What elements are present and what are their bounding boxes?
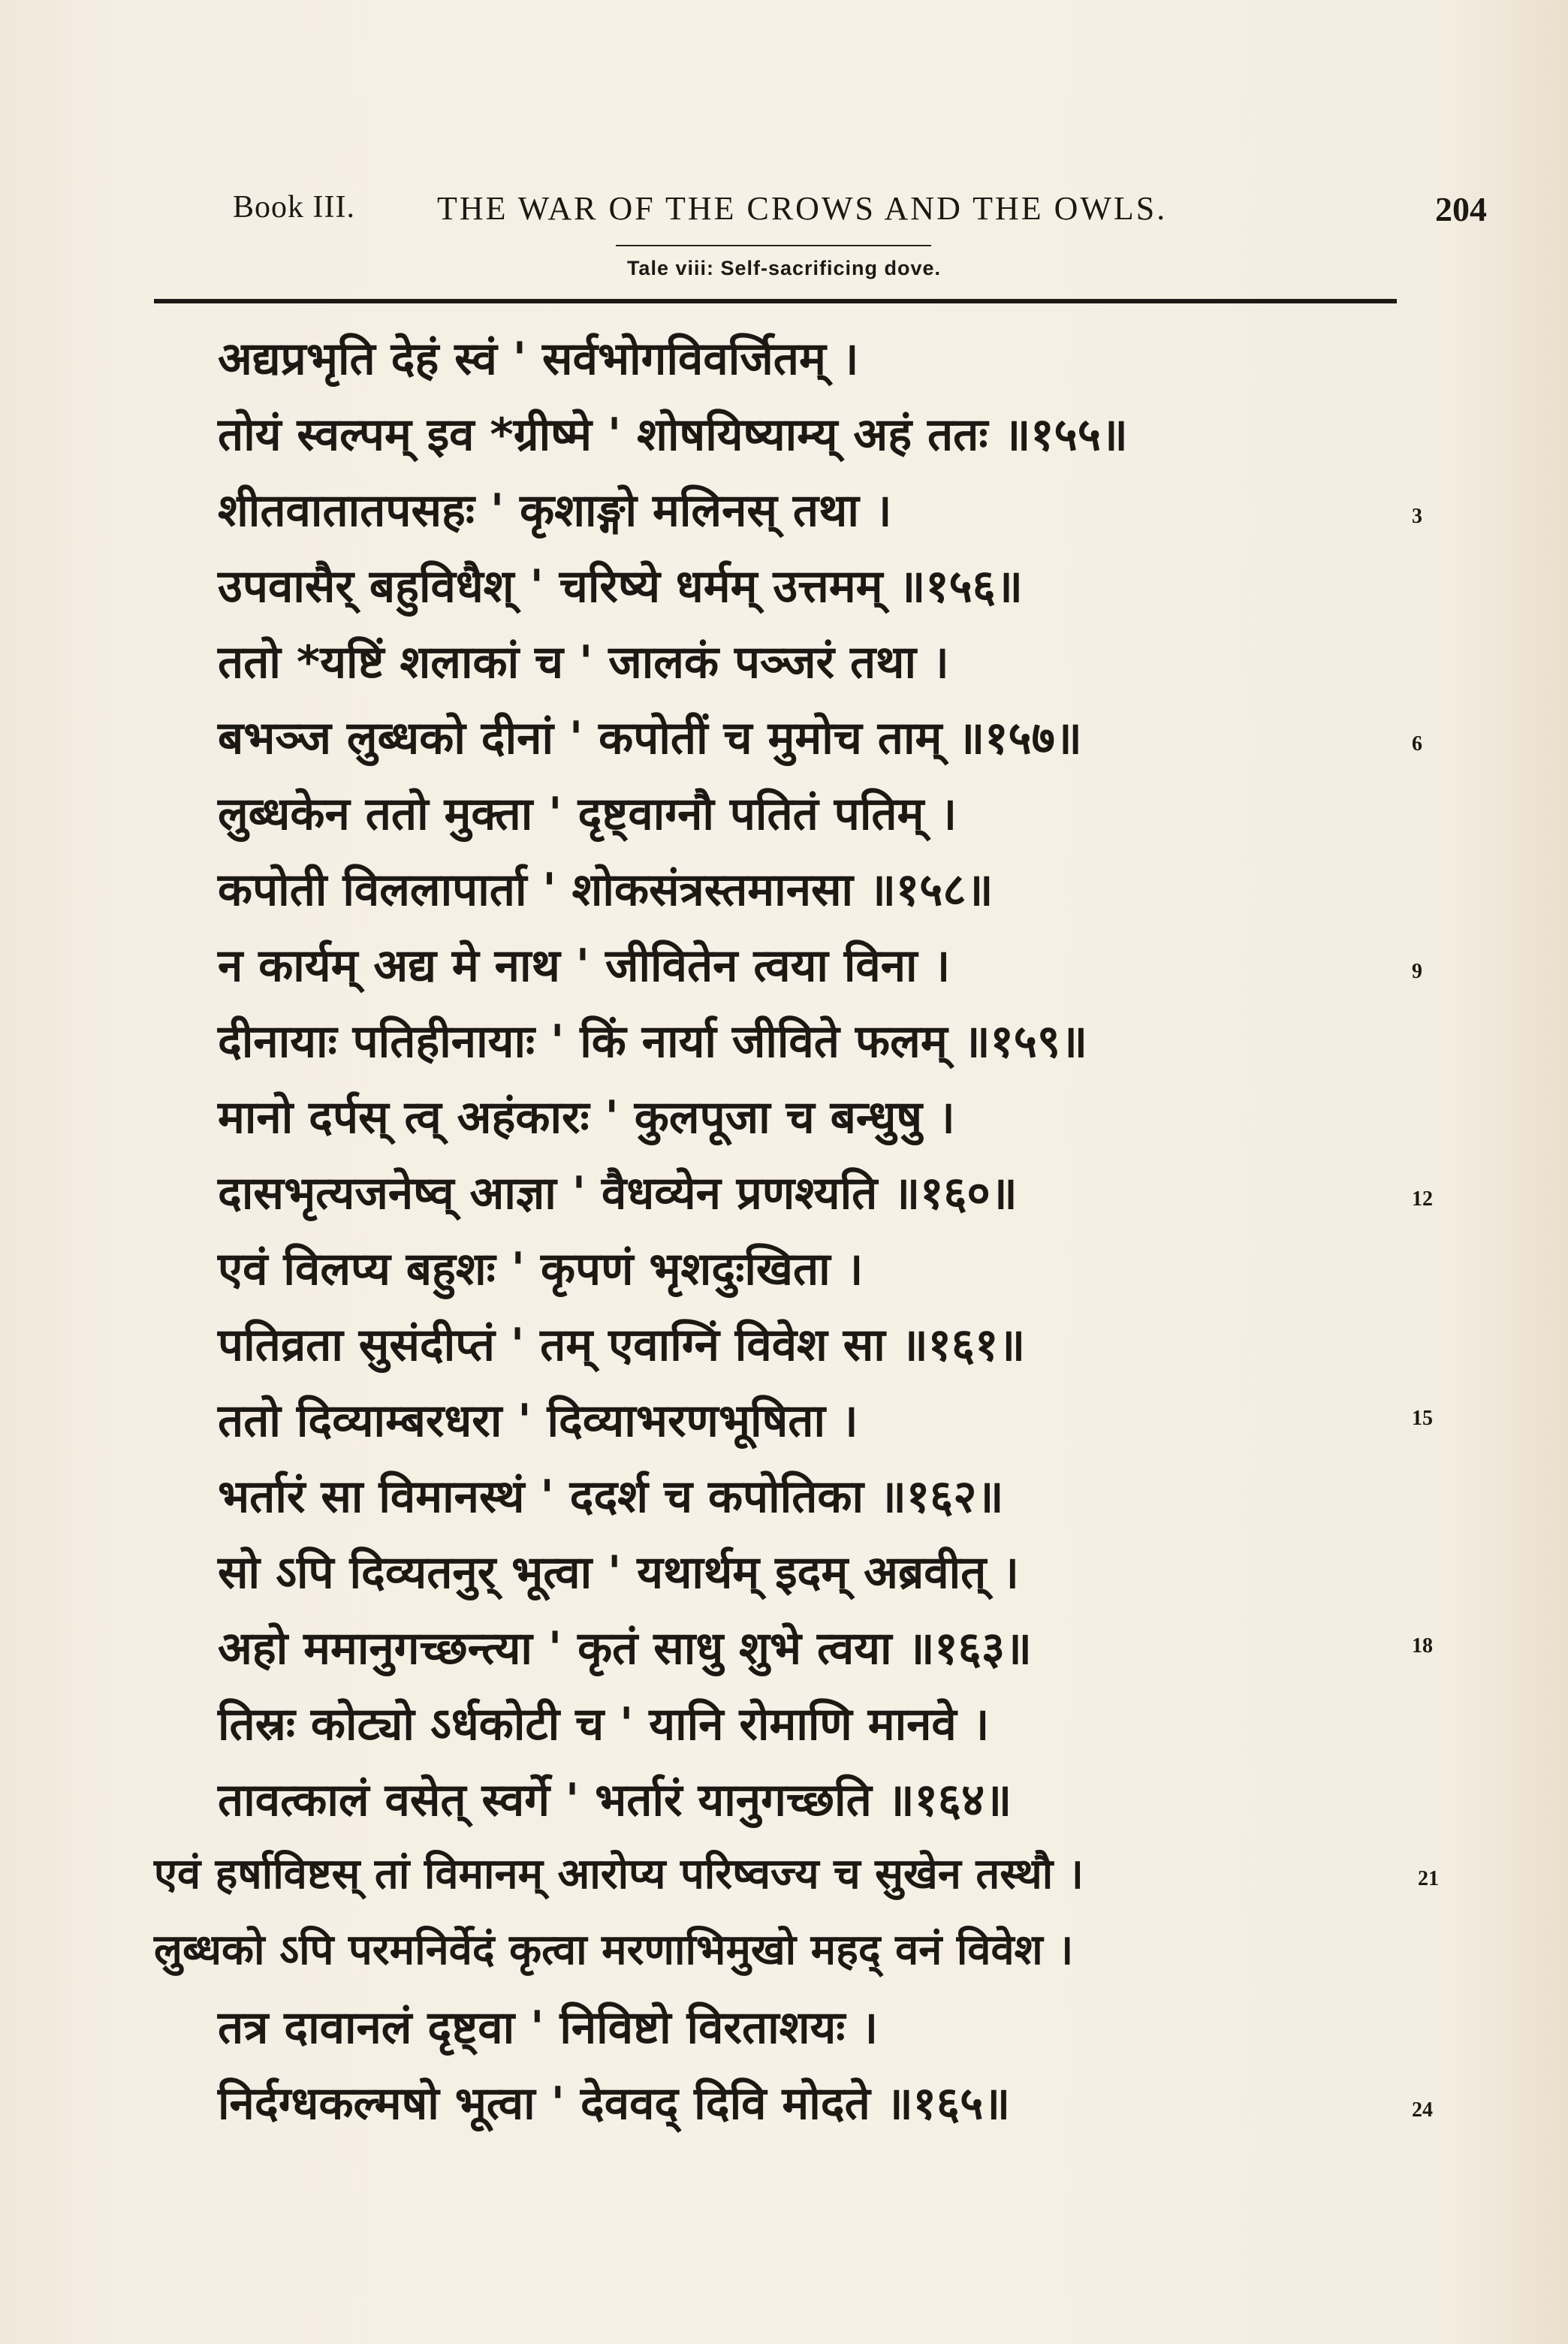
- verse-line: सो ऽपि दिव्यतनुर् भूत्वा ' यथार्थम् इदम् अब्रवीत् ।: [218, 1546, 1019, 1599]
- page-number: 204: [1435, 190, 1487, 228]
- line-number: 21: [1418, 1867, 1439, 1890]
- verse-line: भर्तारं सा विमानस्थं ' ददर्श च कपोतिका ॥१६२॥: [218, 1471, 1004, 1523]
- line-number: 9: [1412, 960, 1422, 983]
- verse-line: दासभृत्यजनेष्व् आज्ञा ' वैधव्येन प्रणश्यति ॥१६०॥: [218, 1167, 1018, 1220]
- book-label: Book III.: [233, 190, 355, 225]
- verse-line: तत्र दावानलं दृष्ट्वा ' निविष्टो विरताशयः ।: [218, 2002, 879, 2054]
- verse-line: उपवासैर् बहुविधैश् ' चरिष्ये धर्मम् उत्तमम् ॥१५६॥: [218, 560, 1023, 613]
- running-header: [233, 189, 1487, 234]
- verse-line: पतिव्रता सुसंदीप्तं ' तम् एवाग्निं विवेश सा ॥१६१॥: [218, 1319, 1026, 1371]
- verse-line: तोयं स्वल्पम् इव *ग्रीष्मे ' शोषयिष्याम्य् अहं ततः ॥१५५॥: [218, 409, 1128, 461]
- prose-line: लुब्धको ऽपि परमनिर्वेदं कृत्वा मरणाभिमुखो महद् वनं विवेश ।: [154, 1926, 1074, 1974]
- verse-line: ततो दिव्याम्बरधरा ' दिव्याभरणभूषिता ।: [218, 1395, 858, 1447]
- header-short-rule: [616, 245, 931, 246]
- tale-subtitle: Tale viii: Self-sacrificing dove.: [626, 257, 942, 279]
- verse-line: बभञ्ज लुब्धको दीनां ' कपोतीं च मुमोच ताम् ॥१५७॥: [218, 712, 1082, 765]
- line-number: 12: [1412, 1187, 1433, 1211]
- running-title: THE WAR OF THE CROWS AND THE OWLS.: [437, 190, 1168, 227]
- verse-line: शीतवातातपसहः ' कृशाङ्गो मलिनस् तथा ।: [218, 484, 892, 537]
- verse-line: दीनायाः पतिहीनायाः ' किं नार्या जीविते फलम् ॥१५९॥: [218, 1015, 1088, 1068]
- header-main-rule: [154, 299, 1397, 303]
- line-number: 15: [1412, 1407, 1433, 1430]
- line-number: 18: [1412, 1634, 1433, 1658]
- verse-line: मानो दर्पस् त्व् अहंकारः ' कुलपूजा च बन्धुषु ।: [218, 1091, 955, 1144]
- verse-line: ततो *यष्टिं शलाकां च ' जालकं पञ्जरं तथा ।: [218, 636, 949, 689]
- verse-line: अद्यप्रभृति देहं स्वं ' सर्वभोगविवर्जितम् ।: [218, 333, 859, 385]
- verse-line: निर्दग्धकल्मषो भूत्वा ' देववद् दिवि मोदते ॥१६५॥: [218, 2077, 1011, 2130]
- verse-line: एवं विलप्य बहुशः ' कृपणं भृशदुःखिता ।: [218, 1243, 864, 1296]
- verse-line: तिस्रः कोट्यो ऽर्धकोटी च ' यानि रोमाणि मानवे ।: [218, 1698, 990, 1751]
- line-number: 6: [1412, 732, 1422, 756]
- verse-line: तावत्कालं वसेत् स्वर्गे ' भर्तारं यानुगच्छति ॥१६४॥: [218, 1774, 1012, 1827]
- line-number: 24: [1412, 2098, 1433, 2122]
- line-number: 3: [1412, 505, 1422, 528]
- prose-line: एवं हर्षाविष्टस् तां विमानम् आरोप्य परिष्वज्य च सुखेन तस्थौ ।: [154, 1850, 1084, 1899]
- verse-line: न कार्यम् अद्य मे नाथ ' जीवितेन त्वया विना ।: [218, 940, 951, 992]
- verse-line: कपोती विललापार्ता ' शोकसंत्रस्तमानसा ॥१५८॥: [218, 864, 994, 916]
- verse-line: अहो ममानुगच्छन्त्या ' कृतं साधु शुभे त्वया ॥१६३॥: [218, 1622, 1032, 1675]
- verse-line: लुब्धकेन ततो मुक्ता ' दृष्ट्वाग्नौ पतितं पतिम् ।: [218, 788, 957, 840]
